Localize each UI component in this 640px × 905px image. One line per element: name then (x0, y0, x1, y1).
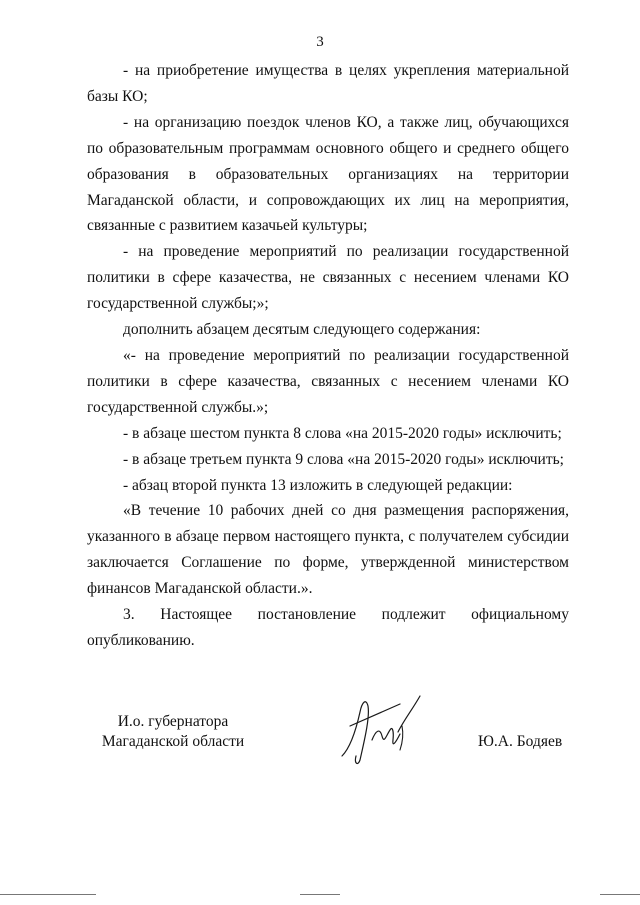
paragraph-clause-8: - в абзаце шестом пункта 8 слова «на 2015-2020 годы» исключить; (123, 424, 562, 442)
footer-rule-right (600, 894, 640, 895)
paragraph-agreement: «В течение 10 рабочих дней со дня размещения распоряжения, указанного в абзаце первом настоящего пункта, с получателем субсидии заключается Соглашение по форме, утвержденной министерством финансов Магаданской области.». (87, 502, 569, 598)
paragraph-clause-9: - в абзаце третьем пункта 9 слова «на 2015-2020 годы» исключить; (123, 450, 564, 468)
paragraph-events-service: «- на проведение мероприятий по реализации государственной политики в сфере казачества, связанных с несением членами КО государственной службы.»; (87, 346, 569, 416)
footer-rule-center (300, 894, 340, 895)
signer-position-line2: Магаданской области (101, 733, 245, 750)
paragraph-events-no-service: - на проведение мероприятий по реализации государственной политики в сфере казачества, не связанных с несением членами КО государственной службы;»; (87, 243, 569, 313)
signer-position-line1: И.о. губернатора (117, 713, 229, 730)
paragraph-add-tenth: дополнить абзацем десятым следующего содержания: (123, 321, 481, 339)
footer-rule-left (0, 894, 96, 895)
paragraph-trips: - на организацию поездок членов КО, а также лиц, обучающихся по образовательным программам основного общего и среднего общего образования в образовательных организациях на территории Магаданской области, и сопровождающих их лиц на мероприятия, связанные с развитием казачьей культуры; (87, 113, 569, 235)
signer-title (93, 712, 253, 752)
handwritten-signature (330, 690, 430, 770)
paragraph-publication: 3. Настоящее постановление подлежит официальному опубликованию. (87, 606, 569, 649)
paragraph-property-acquisition: - на приобретение имущества в целях укрепления материальной базы КО; (87, 62, 569, 105)
signer-name: Ю.А. Бодяев (478, 733, 563, 750)
page-number: 3 (316, 34, 324, 50)
paragraph-clause-13: - абзац второй пункта 13 изложить в следующей редакции: (123, 476, 513, 494)
